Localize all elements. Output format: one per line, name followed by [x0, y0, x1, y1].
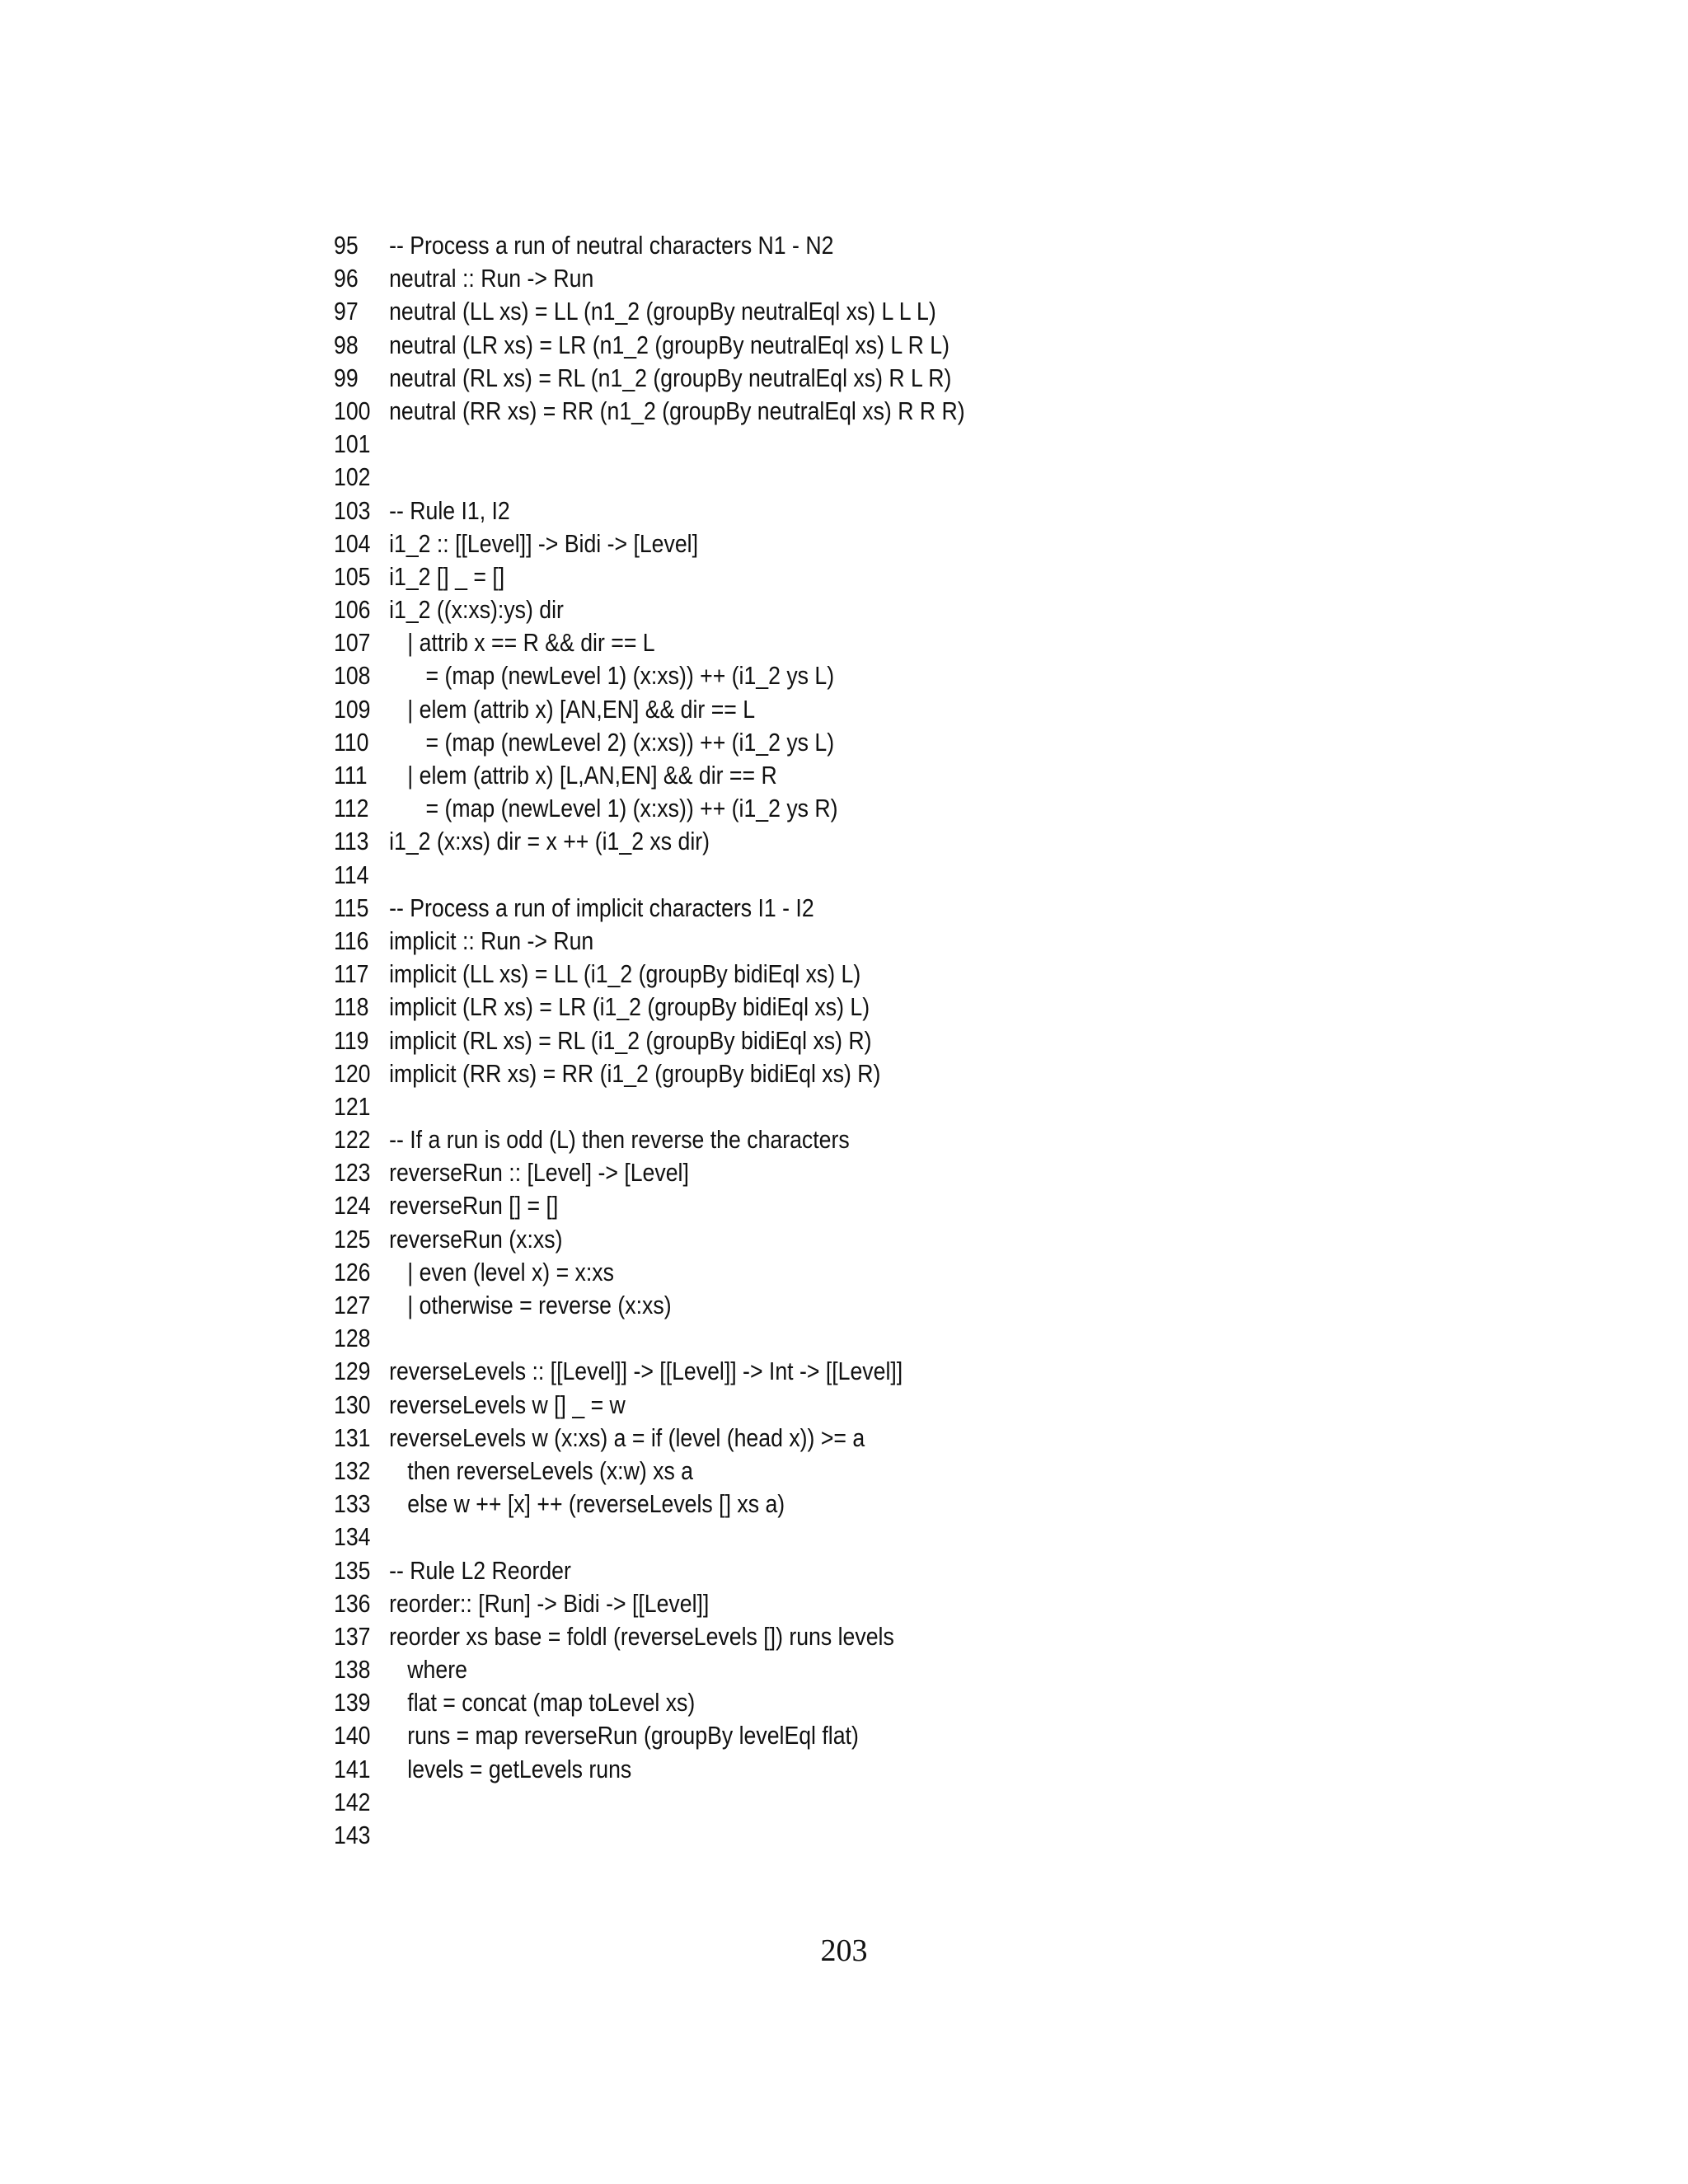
line-text: flat = concat (map toLevel xs): [389, 1688, 696, 1718]
line-number: 105: [334, 561, 371, 591]
code-line: [334, 1521, 1326, 1554]
line-text: runs = map reverseRun (groupBy levelEql flat): [389, 1721, 859, 1750]
code-line: [334, 659, 1326, 692]
line-text: -- Rule I1, I2: [389, 495, 510, 525]
line-text: where: [389, 1655, 467, 1685]
code-line: [334, 859, 1326, 892]
line-text: neutral (RL xs) = RL (n1_2 (groupBy neutralEql xs) R L R): [389, 363, 952, 392]
line-number: 116: [334, 926, 369, 955]
code-line: [334, 1156, 1326, 1189]
line-number: 130: [334, 1390, 371, 1419]
code-line: [334, 1389, 1326, 1422]
code-line: [334, 1819, 1326, 1852]
line-text: i1_2 :: [[Level]] -> Bidi -> [Level]: [389, 528, 698, 558]
code-line: [334, 593, 1326, 626]
line-number: 99: [334, 363, 359, 392]
code-line: [334, 1057, 1326, 1090]
line-number: 141: [334, 1754, 371, 1783]
line-number: 125: [334, 1224, 371, 1254]
line-number: 121: [334, 1091, 371, 1121]
code-line: [334, 759, 1326, 792]
line-text: | elem (attrib x) [L,AN,EN] && dir == R: [389, 761, 777, 790]
line-text: implicit (RR xs) = RR (i1_2 (groupBy bidiEql xs) R): [389, 1058, 881, 1088]
line-number: 96: [334, 264, 359, 293]
line-text: reorder:: [Run] -> Bidi -> [[Level]]: [389, 1588, 710, 1618]
code-line: [334, 1719, 1326, 1752]
line-text: = (map (newLevel 1) (x:xs)) ++ (i1_2 ys L): [389, 661, 835, 691]
line-text: else w ++ [x] ++ (reverseLevels [] xs a): [389, 1489, 785, 1519]
line-number: 107: [334, 628, 371, 658]
code-line: [334, 295, 1326, 328]
code-line: [334, 262, 1326, 295]
code-line: [334, 1686, 1326, 1719]
code-line: [334, 1090, 1326, 1123]
code-line: [334, 494, 1326, 527]
code-line: [334, 1256, 1326, 1289]
code-line: [334, 395, 1326, 428]
line-number: 139: [334, 1688, 371, 1718]
line-number: 136: [334, 1588, 371, 1618]
line-number: 115: [334, 893, 369, 922]
line-number: 133: [334, 1489, 371, 1519]
code-line: [334, 825, 1326, 858]
code-line: [334, 991, 1326, 1024]
line-text: reverseLevels w (x:xs) a = if (level (head x)) >= a: [389, 1422, 865, 1452]
code-line: [334, 1587, 1326, 1620]
code-line: [334, 925, 1326, 958]
line-number: 126: [334, 1257, 371, 1286]
line-text: implicit :: Run -> Run: [389, 926, 594, 955]
line-number: 102: [334, 462, 371, 492]
code-line: [334, 1223, 1326, 1256]
code-line: [334, 1189, 1326, 1222]
line-number: 113: [334, 827, 369, 856]
code-line: [334, 1024, 1326, 1057]
code-line: [334, 1620, 1326, 1653]
line-number: 132: [334, 1455, 371, 1485]
line-text: reverseRun (x:xs): [389, 1224, 563, 1254]
line-number: 111: [334, 761, 368, 790]
line-number: 119: [334, 1025, 369, 1055]
code-line: [334, 1355, 1326, 1388]
line-number: 118: [334, 992, 369, 1022]
line-number: 124: [334, 1191, 371, 1221]
code-line: [334, 1653, 1326, 1686]
line-text: = (map (newLevel 2) (x:xs)) ++ (i1_2 ys L): [389, 727, 835, 757]
code-line: [334, 362, 1326, 395]
line-number: 135: [334, 1555, 371, 1585]
line-number: 142: [334, 1787, 371, 1816]
code-line: [334, 1488, 1326, 1521]
code-line: [334, 329, 1326, 362]
line-text: | otherwise = reverse (x:xs): [389, 1291, 672, 1319]
line-text: = (map (newLevel 1) (x:xs)) ++ (i1_2 ys R): [389, 794, 838, 823]
line-number: 134: [334, 1522, 371, 1552]
line-number: 103: [334, 495, 371, 525]
page-number: 203: [820, 1933, 868, 1968]
line-text: implicit (RL xs) = RL (i1_2 (groupBy bidiEql xs) R): [389, 1025, 872, 1055]
line-text: | elem (attrib x) [AN,EN] && dir == L: [389, 694, 756, 724]
line-text: neutral (RR xs) = RR (n1_2 (groupBy neutralEql xs) R R R): [389, 396, 965, 425]
line-number: 138: [334, 1655, 371, 1685]
line-number: 137: [334, 1621, 371, 1651]
line-number: 98: [334, 330, 359, 359]
line-text: -- If a run is odd (L) then reverse the characters: [389, 1125, 850, 1155]
line-number: 127: [334, 1291, 371, 1319]
line-text: | attrib x == R && dir == L: [389, 628, 655, 658]
code-line: [334, 1422, 1326, 1455]
code-line: [334, 428, 1326, 461]
line-number: 109: [334, 694, 371, 724]
code-line: [334, 1786, 1326, 1819]
code-line: [334, 1753, 1326, 1786]
line-text: reverseRun [] = []: [389, 1191, 559, 1221]
code-line: [334, 958, 1326, 991]
line-number: 101: [334, 429, 371, 459]
line-text: reverseLevels w [] _ = w: [389, 1390, 626, 1419]
line-text: reverseLevels :: [[Level]] -> [[Level]] -> Int -> [[Level]]: [389, 1357, 903, 1386]
line-number: 104: [334, 528, 371, 558]
code-line: [334, 461, 1326, 494]
line-text: levels = getLevels runs: [389, 1754, 632, 1783]
code-line: [334, 1322, 1326, 1355]
line-text: -- Process a run of neutral characters N1 - N2: [389, 231, 834, 260]
line-number: 120: [334, 1058, 371, 1088]
line-number: 114: [334, 860, 369, 889]
line-text: -- Rule L2 Reorder: [389, 1555, 571, 1585]
line-number: 100: [334, 396, 371, 425]
line-text: neutral :: Run -> Run: [389, 264, 594, 293]
line-number: 95: [334, 231, 359, 260]
line-number: 110: [334, 727, 369, 757]
code-line: [334, 1554, 1326, 1587]
code-line: [334, 560, 1326, 593]
line-text: implicit (LR xs) = LR (i1_2 (groupBy bidiEql xs) L): [389, 992, 870, 1022]
code-listing: [334, 229, 1488, 1852]
code-line: [334, 1455, 1326, 1488]
code-line: [334, 792, 1326, 825]
code-line: [334, 1289, 1326, 1322]
line-text: | even (level x) = x:xs: [389, 1257, 614, 1286]
code-line: [334, 693, 1326, 726]
line-number: 140: [334, 1721, 371, 1750]
line-number: 117: [334, 959, 369, 989]
line-number: 123: [334, 1158, 371, 1188]
line-number: 143: [334, 1821, 371, 1849]
line-number: 131: [334, 1422, 371, 1452]
line-text: reverseRun :: [Level] -> [Level]: [389, 1158, 689, 1188]
line-text: neutral (LL xs) = LL (n1_2 (groupBy neutralEql xs) L L L): [389, 297, 936, 326]
line-number: 128: [334, 1324, 371, 1353]
line-text: i1_2 [] _ = []: [389, 561, 505, 591]
line-number: 97: [334, 297, 359, 326]
line-number: 122: [334, 1125, 371, 1155]
line-text: i1_2 ((x:xs):ys) dir: [389, 595, 564, 625]
code-line: [334, 527, 1326, 560]
line-text: reorder xs base = foldl (reverseLevels []) runs levels: [389, 1621, 894, 1651]
line-number: 106: [334, 595, 371, 625]
line-text: implicit (LL xs) = LL (i1_2 (groupBy bidiEql xs) L): [389, 959, 861, 989]
line-number: 129: [334, 1357, 371, 1386]
code-line: [334, 1123, 1326, 1156]
code-line: [334, 229, 1326, 262]
code-line: [334, 626, 1326, 659]
line-text: then reverseLevels (x:w) xs a: [389, 1455, 694, 1485]
line-text: -- Process a run of implicit characters I1 - I2: [389, 893, 814, 922]
line-text: i1_2 (x:xs) dir = x ++ (i1_2 xs dir): [389, 827, 710, 856]
line-text: neutral (LR xs) = LR (n1_2 (groupBy neutralEql xs) L R L): [389, 330, 950, 359]
code-line: [334, 892, 1326, 925]
line-number: 108: [334, 661, 371, 691]
code-line: [334, 726, 1326, 759]
line-number: 112: [334, 794, 369, 823]
